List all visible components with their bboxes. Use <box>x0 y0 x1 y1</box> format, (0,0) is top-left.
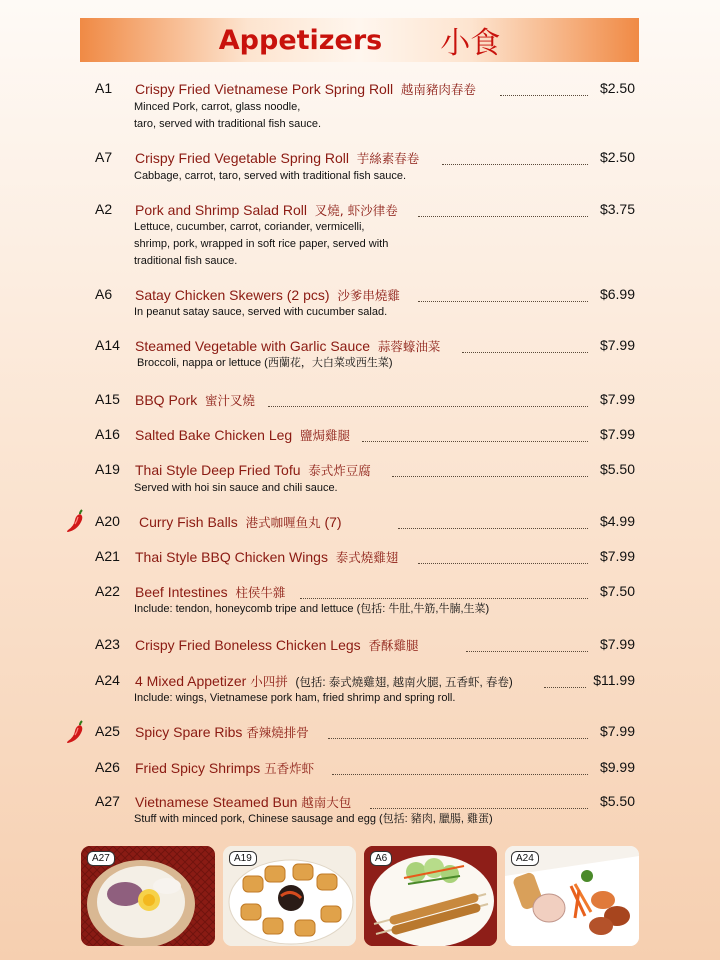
item-code: A26 <box>95 759 120 775</box>
photo-label: A19 <box>229 851 257 866</box>
item-name-zh: 芋絲素春卷 <box>356 151 420 166</box>
description-line: shrimp, pork, wrapped in soft rice paper, served with <box>134 238 389 250</box>
item-name-zh: 鹽焗雞腿 <box>300 428 351 443</box>
item-name-en: Fried Spicy Shrimps <box>135 760 261 776</box>
item-name <box>139 513 342 531</box>
item-code: A14 <box>95 337 120 353</box>
item-name <box>135 583 285 601</box>
item-name-note: (包括: 泰式燒雞翅, 越南火腿, 五香虾, 春卷) <box>295 677 513 689</box>
item-price: $5.50 <box>599 461 635 477</box>
item-code: A21 <box>95 548 120 564</box>
item-name-en: Salted Bake Chicken Leg <box>135 427 293 443</box>
item-description <box>134 219 388 270</box>
item-name <box>135 793 351 811</box>
description-line: traditional fish sauce. <box>134 255 238 267</box>
dot-leader <box>392 462 588 477</box>
item-name-zh: 香酥雞腿 <box>368 638 419 653</box>
item-code: A23 <box>95 636 120 652</box>
item-name-en: Crispy Fried Vietnamese Pork Spring Roll <box>135 81 394 97</box>
chili-pepper-icon <box>64 719 88 745</box>
item-name-en: Thai Style BBQ Chicken Wings <box>135 549 328 565</box>
item-name-suffix: (7) <box>324 514 342 530</box>
item-description <box>137 355 393 372</box>
item-name <box>135 337 440 355</box>
item-price: $7.50 <box>599 583 635 599</box>
item-code: A16 <box>95 426 120 442</box>
item-price: $3.75 <box>599 201 635 217</box>
item-name-en: Beef Intestines <box>135 584 228 600</box>
item-name-zh: 越南豬肉春卷 <box>400 82 476 97</box>
description-line: Cabbage, carrot, taro, served with traditional fish sauce. <box>134 170 407 182</box>
item-name-zh: 叉燒, 虾沙律卷 <box>314 203 398 218</box>
item-price: $7.99 <box>599 548 635 564</box>
item-name-zh: 五香炸虾 <box>264 761 315 776</box>
description-line: Lettuce, cucumber, carrot, coriander, vermicelli, <box>134 221 365 233</box>
food-photo-steamed-bun <box>81 846 215 946</box>
dot-leader <box>418 549 588 564</box>
description-line: Minced Pork, carrot, glass noodle, <box>134 101 301 113</box>
item-name <box>135 391 255 409</box>
dot-leader <box>544 673 586 688</box>
item-code: A27 <box>95 793 120 809</box>
item-price: $2.50 <box>599 80 635 96</box>
item-price: $11.99 <box>593 672 635 688</box>
item-code: A1 <box>95 80 113 96</box>
item-description <box>134 304 387 321</box>
item-name-zh: 蒜蓉蠔油菜 <box>377 339 441 354</box>
item-description <box>134 480 338 497</box>
dot-leader <box>300 584 588 599</box>
item-price: $9.99 <box>599 759 635 775</box>
item-name-en: 4 Mixed Appetizer <box>135 673 247 689</box>
item-name-zh: 沙爹串燒雞 <box>337 288 400 303</box>
dot-leader <box>370 794 588 809</box>
item-code: A6 <box>95 286 113 302</box>
dot-leader <box>500 81 588 96</box>
item-name <box>135 636 418 654</box>
description-line: taro, served with traditional fish sauce. <box>134 118 322 130</box>
section-title-chinese: 小食 <box>440 26 501 61</box>
dot-leader <box>268 392 588 407</box>
item-name <box>135 149 419 167</box>
item-description <box>134 811 493 828</box>
photo-label: A24 <box>511 851 539 866</box>
item-code: A15 <box>95 391 120 407</box>
item-name-en: Satay Chicken Skewers (2 pcs) <box>135 287 330 303</box>
item-name <box>135 548 398 566</box>
dot-leader <box>462 338 588 353</box>
item-name-en: Curry Fish Balls <box>139 514 238 530</box>
item-price: $7.99 <box>599 723 635 739</box>
item-name-en: Steamed Vegetable with Garlic Sauce <box>135 338 371 354</box>
item-name <box>135 672 513 690</box>
dot-leader <box>418 202 588 217</box>
item-price: $5.50 <box>599 793 635 809</box>
item-name-en: Spicy Spare Ribs <box>135 724 243 740</box>
dot-leader <box>466 637 588 652</box>
dot-leader <box>442 150 588 165</box>
item-price: $7.99 <box>599 636 635 652</box>
item-name-en: BBQ Pork <box>135 392 198 408</box>
item-name-en: Crispy Fried Boneless Chicken Legs <box>135 637 361 653</box>
section-title-english: Appetizers <box>218 24 383 56</box>
item-code: A24 <box>95 672 120 688</box>
item-name <box>135 759 314 777</box>
item-name <box>135 201 398 219</box>
item-name-zh: 香辣燒排骨 <box>246 725 309 740</box>
dot-leader <box>332 760 588 775</box>
food-photo-mixed-appetizer <box>505 846 639 946</box>
item-name-en: Thai Style Deep Fried Tofu <box>135 462 301 478</box>
food-photo-satay-skewers <box>364 846 497 946</box>
item-name <box>135 286 400 304</box>
item-name-zh: 泰式炸豆腐 <box>308 463 371 478</box>
dot-leader <box>362 427 588 442</box>
item-name-zh: 泰式燒雞翅 <box>335 550 399 565</box>
item-description <box>134 690 455 707</box>
item-name-zh: 越南大包 <box>301 795 352 810</box>
description-line: Include: wings, Vietnamese pork ham, fried shrimp and spring roll. <box>134 692 456 704</box>
dot-leader <box>398 514 588 529</box>
item-code: A2 <box>95 201 113 217</box>
item-name-zh: 港式咖喱鱼丸 <box>245 515 321 530</box>
description-line: Include: tendon, honeycomb tripe and lettuce (包括: 牛肚,牛筋,牛腩,生菜) <box>134 603 490 615</box>
item-name-en: Vietnamese Steamed Bun <box>135 794 298 810</box>
dot-leader <box>418 287 588 302</box>
item-code: A22 <box>95 583 120 599</box>
item-name <box>135 80 476 98</box>
food-photo-fried-tofu <box>223 846 356 946</box>
photo-label: A6 <box>370 851 392 866</box>
item-price: $7.99 <box>599 426 635 442</box>
photo-label: A27 <box>87 851 115 866</box>
menu-header-banner <box>80 18 639 62</box>
item-code: A20 <box>95 513 120 529</box>
item-description <box>134 601 489 618</box>
item-price: $7.99 <box>599 337 635 353</box>
item-price: $2.50 <box>599 149 635 165</box>
item-code: A25 <box>95 723 120 739</box>
item-name-zh: 小四拼 <box>250 674 288 689</box>
description-line: Broccoli, nappa or lettuce (西蘭花，大白菜或西生菜) <box>137 357 393 369</box>
item-name-en: Pork and Shrimp Salad Roll <box>135 202 307 218</box>
item-name-en: Crispy Fried Vegetable Spring Roll <box>135 150 349 166</box>
dot-leader <box>328 724 588 739</box>
item-price: $7.99 <box>599 391 635 407</box>
description-line: In peanut satay sauce, served with cucumber salad. <box>134 306 388 318</box>
item-code: A19 <box>95 461 120 477</box>
description-line: Served with hoi sin sauce and chili sauce. <box>134 482 338 494</box>
item-name-zh: 柱侯牛雜 <box>235 585 286 600</box>
item-name <box>135 461 371 479</box>
description-line: Stuff with minced pork, Chinese sausage and egg (包括: 豬肉, 臘腸, 雞蛋) <box>134 813 493 825</box>
item-name-zh: 蜜汁叉燒 <box>205 393 256 408</box>
item-code: A7 <box>95 149 113 165</box>
item-name <box>135 426 350 444</box>
chili-pepper-icon <box>64 508 88 534</box>
item-price: $4.99 <box>599 513 635 529</box>
item-name <box>135 723 309 741</box>
item-price: $6.99 <box>599 286 635 302</box>
item-description <box>134 168 406 185</box>
item-description <box>134 99 321 133</box>
